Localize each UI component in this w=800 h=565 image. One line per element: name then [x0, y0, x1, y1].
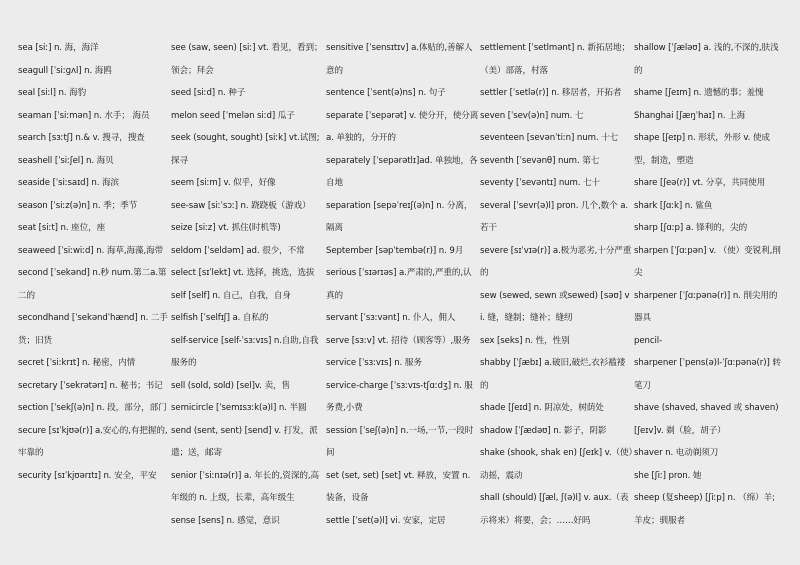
vocab-entry: seed [siːd] n. 种子: [171, 88, 246, 98]
vocab-entry: see-saw [siːˈsɔː] n. 跷跷板（游戏）: [171, 200, 311, 211]
vocab-entry: sharpener [ˈʃɑːpənə(r)] n. 削尖用的器具: [634, 290, 778, 323]
column-3: [326, 37, 480, 565]
vocab-entry: September [səpˈtembə(r)] n. 9月: [326, 245, 464, 256]
vocab-entry: several [ˈsevr(ə)l] pron. 几个,数个 a.若干: [480, 200, 629, 233]
vocab-entry: send (sent, sent) [send] v. 打发，派遣；送，邮寄: [171, 425, 318, 458]
vocab-entry: shadow [ˈʃædəʊ] n. 影子，阴影: [480, 425, 607, 436]
vocab-entry: settlement [ˈsetlmənt] n. 新拓居地；（美）部落，村落: [480, 43, 630, 76]
vocab-entry: secretary [ˈsekrətərɪ] n. 秘书；书记: [18, 380, 163, 391]
vocab-entry: separation [sepəˈreɪʃ(ə)n] n. 分离，隔离: [326, 200, 473, 233]
vocab-entry: servant [ˈsɜːvənt] n. 仆人，佣人: [326, 313, 456, 323]
vocab-entry: shake (shook, shak en) [ʃeɪk] v.（使）动摇，震动: [480, 448, 633, 481]
vocab-entry: seek (sought, sought) [siːk] vt.试图; 探寻: [171, 133, 320, 166]
vocab-entry: shade [ʃeɪd] n. 阴凉处，树荫处: [480, 403, 604, 413]
column-1: [18, 37, 171, 565]
vocab-entry: secret [ˈsiːkrɪt] n. 秘密，内情: [18, 358, 136, 368]
vocab-entry: shape [ʃeɪp] n. 形状，外形 v. 使成型，制造，塑造: [634, 133, 770, 166]
vocab-entry: sensitive [ˈsensɪtɪv] a.体贴的,善解人意的: [326, 43, 473, 76]
vocab-entry: set (set, set) [set] vt. 释放，安置 n. 装备，设备: [326, 470, 471, 503]
vocab-entry: seaside [ˈsiːsaɪd] n. 海滨: [18, 178, 120, 188]
vocab-entry: secure [sɪˈkjʊə(r)] a.安心的,有把握的,牢靠的: [18, 425, 168, 458]
vocab-entry: shallow [ˈʃæləʊ] a. 浅的,不深的,肤浅的: [634, 43, 779, 76]
vocab-entry: service-charge [ˈsɜːvɪs-tʃɑːdʒ] n. 服务费,小费: [326, 380, 473, 413]
vocab-entry: seaweed [ˈsiːwiːd] n. 海草,海藻,海带: [18, 245, 164, 256]
vocab-entry: service [ˈsɜːvɪs] n. 服务: [326, 358, 422, 368]
vocab-entry: sheep (复sheep) [ʃiːp] n. （绵）羊; 羊皮；驯服者: [634, 493, 775, 526]
vocab-entry: semicircle [ˈsemɪsɜːk(ə)l] n. 半圆: [171, 403, 307, 413]
vocab-entry: see (saw, seen) [siː] vt. 看见，看到；领会；拜会: [171, 43, 323, 76]
column-4: [480, 37, 634, 565]
vocab-entry: shaver n. 电动剃须刀: [634, 448, 719, 458]
vocab-entry: seventy [ˈsevəntɪ] num. 七十: [480, 178, 601, 188]
vocab-entry: selfish [ˈselfɪʃ] a. 自私的: [171, 313, 269, 323]
vocab-entry: security [sɪˈkjʊərɪtɪ] n. 安全，平安: [18, 470, 157, 481]
vocab-entry: Shanghai [ʃæŋˈhaɪ] n. 上海: [634, 110, 746, 121]
vocab-entry: separate [ˈsepərət] v. 使分开，使分离a. 单独的，分开的: [326, 110, 479, 143]
vocab-entry: sharpener [ˈpens(ə)l-ˈʃɑːpənə(r)] 转笔刀: [634, 358, 781, 391]
vocab-entry: second [ˈsekənd] n.秒 num.第二a.第二的: [18, 268, 167, 301]
vocab-entry: shabby [ˈʃæbɪ] a.破旧,破烂,衣衫褴褛的: [480, 358, 626, 391]
vocab-entry: serious [ˈsɪərɪəs] a.严肃的,严重的,认真的: [326, 268, 472, 301]
vocab-entry: secondhand [ˈsekəndˈhænd] n. 二手货；旧货: [18, 313, 168, 346]
vocab-entry: shame [ʃeɪm] n. 遗憾的事；羞愧: [634, 88, 764, 98]
vocab-entry: melon seed [ˈmelən siːd] 瓜子: [171, 110, 295, 121]
vocab-entry: seem [siːm] v. 似乎，好像: [171, 178, 276, 188]
column-5: [634, 37, 784, 565]
vocab-entry: settler [ˈsetlə(r)] n. 移居者，开拓者: [480, 88, 622, 98]
vocab-entry: shall (should) [ʃæl, ʃ(ə)l] v. aux.（表示将来）将要，会；……好吗: [480, 493, 629, 526]
vocab-entry: self [self] n. 自己，自我，自身: [171, 290, 291, 301]
vocab-entry: session [ˈseʃ(ə)n] n.一场,一节,一段时间: [326, 425, 474, 458]
vocab-entry: seventh [ˈsevənθ] num. 第七: [480, 155, 600, 166]
vocab-entry: sell (sold, sold) [sel]v. 卖，售: [171, 380, 290, 391]
vocab-entry: settle [ˈset(ə)l] vi. 安家，定居: [326, 515, 446, 526]
vocab-entry: sex [seks] n. 性，性别: [480, 335, 570, 346]
vocab-entry: sharp [ʃɑːp] a. 锋利的，尖的: [634, 223, 748, 233]
vocab-entry: shark [ʃɑːk] n. 鲨鱼: [634, 200, 713, 211]
vocab-entry: search [sɜːtʃ] n.& v. 搜寻，搜查: [18, 133, 145, 143]
vocab-entry: sentence [ˈsent(ə)ns] n. 句子: [326, 88, 446, 98]
vocab-entry: sharpen [ˈʃɑːpən] v. （使）变锐利,削尖: [634, 245, 781, 278]
vocab-entry: shave (shaved, shaved 或 shaven) [ʃeɪv]v. 剃（脸，胡子）: [634, 403, 779, 436]
vocab-entry: senior [ˈsiːnɪə(r)] a. 年长的,资深的,高年级的 n. 上级，长辈，高年级生: [171, 470, 319, 503]
vocab-entry: seize [siːz] vt. 抓住(时机等): [171, 223, 281, 233]
vocab-entry: separately [ˈsepərətlɪ]ad. 单独地，各自地: [326, 155, 478, 188]
vocab-entry: seaman [ˈsiːmən] n. 水手； 海员: [18, 110, 150, 121]
vocab-entry: share [ʃeə(r)] vt. 分享，共同使用: [634, 178, 766, 188]
vocab-entry: season [ˈsiːz(ə)n] n. 季；季节: [18, 200, 138, 211]
vocab-entry: serve [sɜːv] vt. 招待（顾客等）,服务: [326, 335, 471, 346]
vocab-entry: seal [siːl] n. 海豹: [18, 88, 87, 98]
vocab-entry: section [ˈsekʃ(ə)n] n. 段，部分，部门: [18, 403, 167, 413]
vocab-entry: select [sɪˈlekt] vt. 选择，挑选，选拔: [171, 268, 315, 278]
vocab-entry: sense [sens] n. 感觉，意识: [171, 515, 280, 526]
vocab-entry: seventeen [sevənˈtiːn] num. 十七: [480, 133, 619, 143]
vocab-entry: seven [ˈsev(ə)n] num. 七: [480, 110, 584, 121]
vocab-entry: seat [siːt] n. 座位，座: [18, 223, 106, 233]
vocab-entry: sew (sewed, sewn 或sewed) [səʊ] vi. 缝，缝制；缝补；缝纫: [480, 290, 630, 323]
vocab-entry: self-service [self-ˈsɜːvɪs] n.自助,自我服务的: [171, 335, 319, 368]
vocab-entry: she [ʃiː] pron. 她: [634, 470, 702, 481]
vocab-entry: seldom [ˈseldəm] ad. 很少，不常: [171, 245, 305, 256]
vocab-entry: severe [sɪˈvɪə(r)] a.极为恶劣,十分严重的: [480, 245, 632, 278]
vocab-entry: pencil-: [634, 335, 663, 346]
vocab-entry: seagull [ˈsiːgʌl] n. 海鸥: [18, 65, 112, 76]
column-2: [171, 37, 326, 565]
vocab-entry: sea [siː] n. 海，海洋: [18, 43, 99, 53]
vocab-entry: seashell [ˈsiːʃel] n. 海贝: [18, 155, 114, 166]
